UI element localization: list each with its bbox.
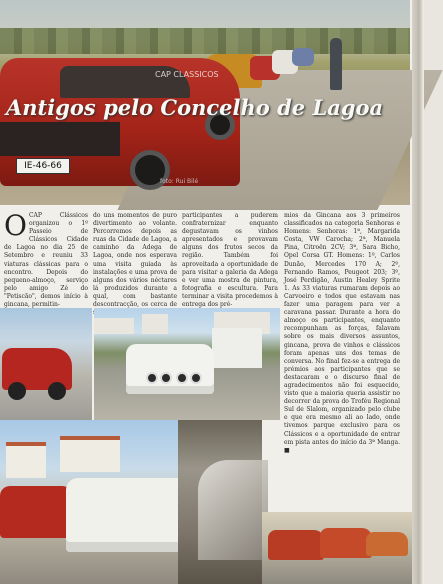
column-3-text: participantes a puderem confraternizar enquanto degustavam os vinhos apresentados e provavam alguns dos frutos secos da região. Também foi aproveitada a oportunidade de para visitar a galeria da Adega e ver uma mostra de pintura, fotografia e escultura. Para terminar a visita procedemos à entrega dos pré- (182, 212, 278, 309)
photo-red-car-parking (0, 308, 92, 420)
drop-cap: O (4, 209, 27, 242)
text-column-1 (4, 209, 88, 309)
rally-lamp (190, 372, 202, 384)
building (142, 314, 168, 334)
white-rally-car (126, 344, 214, 394)
chrome-bodywork (198, 460, 268, 560)
photo-watermark: CAP CLASSICOS (155, 70, 219, 79)
orange-car (320, 528, 372, 558)
rally-lamp (160, 372, 172, 384)
column-2-text: do uns momentos de puro divertimento ao volante. Percorremos depois as ruas da Cidade de Lagoa, a caminho da Adega de Lagoa, onde nos esperava uma visita guiada às instalações e uma prova de alguns dos vários néctares lá produzidos durante a qual, com bastante descontracção, os cerca de (93, 212, 177, 309)
page-spine (412, 0, 424, 584)
text-column-4 (284, 212, 400, 508)
column-1-text: CAP Clássicos organizou o 1º Passeio de Clássicos Cidade de Lagoa no dia 25 de Setembro e reuniu 33 viaturas clássicas para o encontro. Depois do pequeno-almoço, serviço pelo amigo Zé do "Petiscão", demos início à gincana, permitin- (4, 212, 88, 309)
text-column-2 (93, 212, 177, 309)
photo-chrome-detail (178, 420, 262, 584)
white-classic-car (66, 478, 196, 552)
orange-car (366, 532, 408, 556)
treeline (0, 28, 410, 54)
red-car (0, 486, 74, 538)
car-grille (0, 122, 120, 156)
house (6, 446, 46, 478)
spectator (330, 38, 342, 90)
column-4-text: mios da Gincana aos 3 primeiros classificados na categoria Senhoras e Homens: Senhoras: 1ª, Margarida Costa, VW Carocha; 2ª, Manuela Pina, Citroën 2CV; 3ª, Sara Bicho, Opel Corsa GT. Homens: 1º, Carlos Dunão, Mercedes 170 A; 2º, Fernando Ramos, Peugeot 203; 3º, José Perdigão, Austin Healey Sprite 1. As 33 viaturas rumaram depois ao Carvoeiro e todos que estavam nas fazer uma paragem para ver a caravana passar. Durante a hora do almoço os participantes, enquanto recompunham as forças, falavam sobre os mais diversos assuntos, gincana, prova de vinhos e clássicos foram apenas uns dos temas de conversa. No final fez-se a entrega de prémios aos participantes que se destacaram e o discurso final de agradecimentos não foi esquecido, visto que a maioria queria assistir no decorrer da prova do Troféu Regional Sul de Slalom, organizado pelo clube e que era mesmo ali ao lado, onde tivemos parque exclusivo para os Clássicos e a oportunidade de entrar em pista antes do início da 3ª Manga. ■ (284, 212, 400, 454)
article-headline: Antigos pelo Concelho de Lagoa (6, 95, 384, 120)
small-car-blue (292, 48, 314, 66)
rally-lamp (176, 372, 188, 384)
building (94, 318, 134, 334)
wheel (8, 382, 26, 400)
orange-car (268, 530, 324, 560)
white-van (212, 328, 262, 368)
wheel (48, 382, 66, 400)
rally-lamp (146, 372, 158, 384)
hero-photo (0, 0, 410, 205)
house (60, 440, 120, 472)
photo-gymkhana-white-car (94, 308, 280, 420)
photo-credit: foto: Rui Bilé (160, 178, 199, 185)
photo-orange-cars (262, 512, 412, 584)
license-plate: IE-46-66 (16, 158, 70, 174)
text-column-3 (182, 212, 278, 309)
